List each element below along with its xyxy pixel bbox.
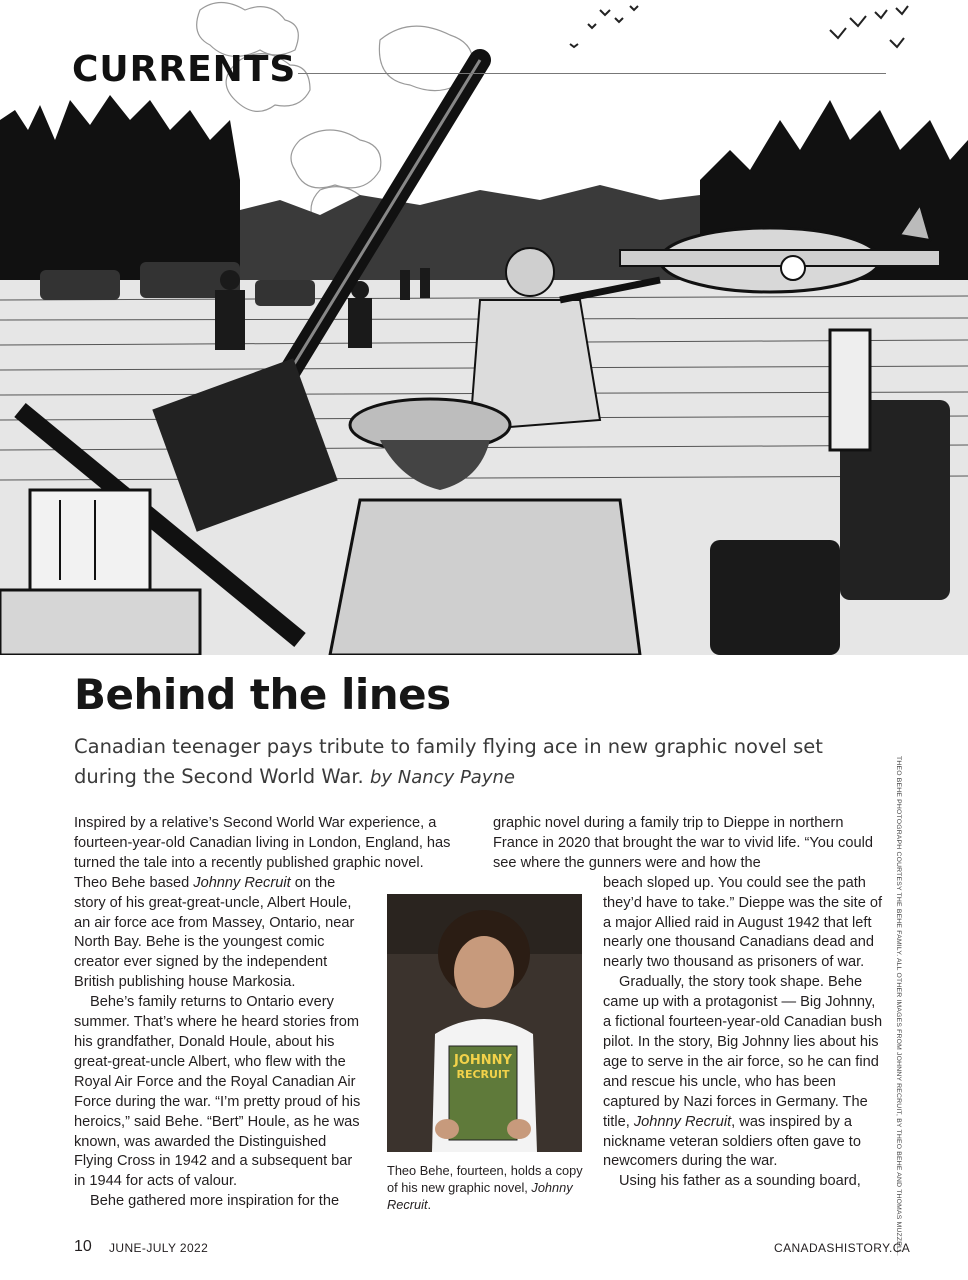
paragraph-inspiration: Behe gathered more inspiration for the [90, 1193, 340, 1210]
book-title: Johnny Recruit [193, 874, 291, 891]
section-rule [298, 73, 886, 74]
cover-title-bottom: RECRUIT [456, 1068, 510, 1081]
paragraph-protagonist: Gradually, the story took shape. Behe came up with a protagonist — Big Johnny, a fictional fourteen-year-old Canadian bush pilot. In the story, Big Johnny lies about his age to serve in the air force, so he can find and rescue his uncle, who has been captured by Nazi forces in Germany. The title, Johnny Recruit, was inspired by a nickname veteran soldiers often gave to newcomers during the war. [603, 974, 883, 1170]
article-column-2 [493, 814, 885, 1192]
section-label: CURRENTS [72, 49, 297, 90]
byline: by Nancy Payne [369, 767, 515, 788]
deck-text: Canadian teenager pays tribute to family flying ace in new graphic novel set during the Second World War. [74, 735, 823, 788]
issue-date: JUNE-JULY 2022 [109, 1241, 209, 1255]
photo-credit: THEO BEHE PHOTOGRAPH COURTESY THE BEHE FAMILY. ALL OTHER IMAGES FROM JOHNNY RECRUIT, BY THEO BEHE AND THOMAS MUZZELL. [895, 756, 902, 1257]
paragraph-father: Using his father as a sounding board, [619, 1173, 861, 1190]
headline: Behind the lines [74, 670, 451, 719]
book-title-2: Johnny Recruit [633, 1113, 732, 1130]
paragraph-intro: Inspired by a relative’s Second World War experience, a fourteen-year-old Canadian living in London, England, has turned the tale into a recently published graphic novel. [74, 815, 451, 871]
caption-book-title: Johnny Recruit [387, 1179, 573, 1212]
deck [74, 732, 854, 793]
photo-caption: Theo Behe, fourteen, holds a copy of his new graphic novel, Johnny Recruit. [387, 1163, 583, 1212]
paragraph-dieppe-raid: beach sloped up. You could see the path they’d have to take.” Dieppe was the site of a major Allied raid in August 1942 that left nearly one thousand Canadians dead and nearly two thousand as prisoners of war. [603, 874, 883, 971]
cover-title-top: JOHNNY [454, 1053, 512, 1068]
page-number: 10 [74, 1238, 92, 1255]
website: CANADASHISTORY.CA [774, 1241, 911, 1255]
paragraph-basis: Theo Behe based Johnny Recruit on the story of his great-great-uncle, Albert Houle, an air force ace from Massey, Ontario, near North Bay. Behe is the youngest comic creator ever signed by the independent British publishing house Markosia. [74, 874, 355, 991]
paragraph-family: Behe’s family returns to Ontario every summer. That’s where he heard stories from his grandfather, Donald Houle, about his great-great-uncle Albert, who flew with the Royal Air Force and the Royal Canadian Air Force during the war. “I’m pretty proud of his heroics,” said Behe. “Bert” Houle, as he was known, was awarded the Distinguished Flying Cross in 1942 and a subsequent bar in 1944 for acts of valour. [74, 994, 361, 1190]
paragraph-dieppe-trip: graphic novel during a family trip to Dieppe in northern France in 2020 that brought the war to vivid life. “You could see where the gunners were and how the [493, 815, 873, 871]
photo-credit-wrap [895, 756, 913, 1257]
